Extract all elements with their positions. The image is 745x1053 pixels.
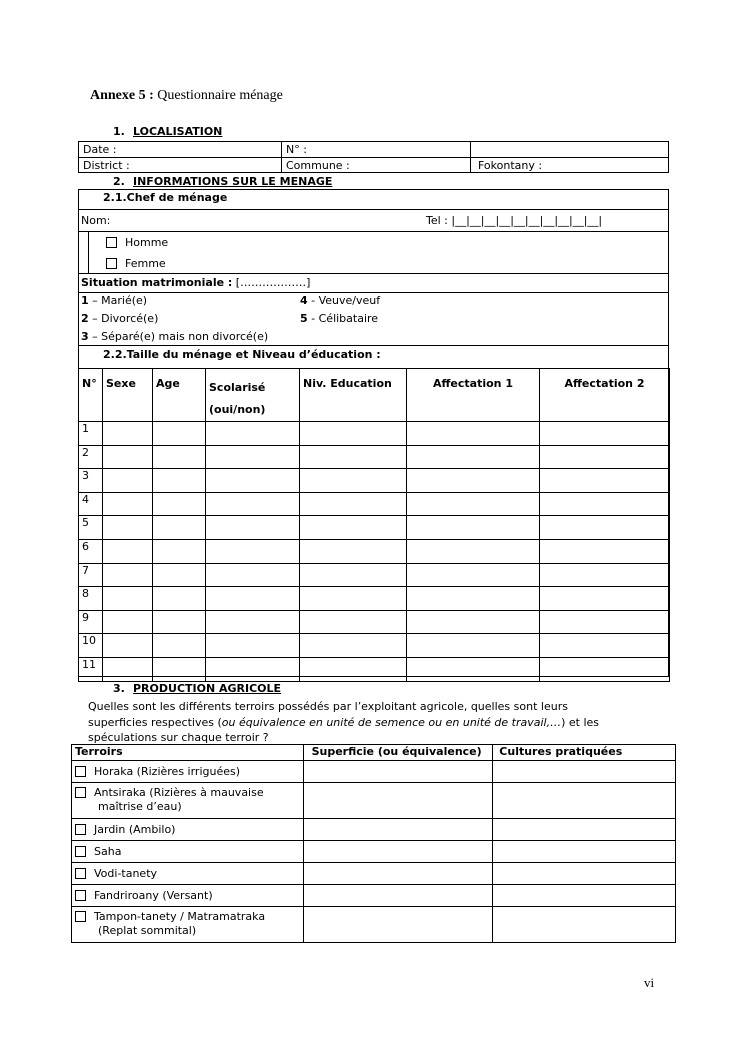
checkbox-icon[interactable] — [75, 868, 86, 879]
annex-prefix: Annexe 5 : — [90, 88, 154, 103]
table-row: 10 — [79, 634, 670, 658]
sub-heading-2-2: 2.2.Taille du ménage et Niveau d’éducation : — [103, 348, 381, 361]
table-row: 9 — [79, 610, 670, 634]
table-row: Jardin (Ambilo) — [72, 819, 676, 841]
sub-heading-2-1: 2.1.Chef de ménage — [103, 191, 228, 204]
col-crops: Cultures pratiquées — [493, 745, 676, 761]
table-row: 7 — [79, 563, 670, 587]
status-option-3: 3 – Séparé(e) mais non divorcé(e) — [81, 330, 269, 343]
checkbox-icon[interactable] — [75, 911, 86, 922]
annex-title — [90, 88, 283, 104]
col-assignment-1: Affectation 1 — [407, 369, 540, 422]
number-field[interactable]: N° : — [286, 143, 307, 156]
marital-status-row: Situation matrimoniale : [………………] — [81, 276, 311, 289]
table-row: 11 — [79, 657, 670, 681]
col-education: Niv. Education — [300, 369, 407, 422]
status-option-1: 1 – Marié(e) — [81, 294, 148, 307]
district-field[interactable]: District : — [83, 159, 130, 172]
col-area: Superficie (ou équivalence) — [303, 745, 493, 761]
checkbox-icon[interactable] — [75, 766, 86, 777]
section-3-heading: 3. PRODUCTION AGRICOLE — [113, 682, 282, 695]
table-row: Antsiraka (Rizières à mauvaise maîtrise d’eau) — [72, 783, 676, 819]
checkbox-icon[interactable] — [75, 787, 86, 798]
terroir-question: Quelles sont les différents terroirs possédés par l’exploitant agricole, quelles sont leurs superficies respectives (ou équivalence en unité de semence ou en unité de travail,…) et les spéculations sur chaque terroir ? — [88, 700, 600, 744]
section-2-heading: 2. INFORMATIONS SUR LE MENAGE — [113, 175, 333, 188]
table-row: 6 — [79, 539, 670, 563]
date-field[interactable]: Date : — [83, 143, 117, 156]
status-option-2: 2 – Divorcé(e) — [81, 312, 159, 325]
col-schooled: Scolarisé (oui/non) — [206, 369, 300, 422]
table-row: Tampon-tanety / Matramatraka (Replat sommital) — [72, 907, 676, 943]
table-row: 3 — [79, 469, 670, 493]
checkbox-icon[interactable] — [75, 824, 86, 835]
section-1-heading: 1. LOCALISATION — [113, 125, 223, 138]
household-members-table — [78, 368, 670, 682]
col-sex: Sexe — [103, 369, 153, 422]
table-row: 8 — [79, 587, 670, 611]
sex-male-option[interactable]: Homme — [106, 236, 168, 249]
table-header-row — [79, 369, 670, 422]
tel-field[interactable]: Tel : |__|__|__|__|__|__|__|__|__|__| — [426, 214, 603, 227]
col-assignment-2: Affectation 2 — [540, 369, 670, 422]
commune-field[interactable]: Commune : — [286, 159, 350, 172]
table-row: Saha — [72, 841, 676, 863]
checkbox-icon[interactable] — [106, 237, 117, 248]
annex-title-text: Questionnaire ménage — [157, 88, 283, 103]
table-row: 2 — [79, 445, 670, 469]
col-age: Age — [153, 369, 206, 422]
marital-status-blank[interactable]: [………………] — [235, 276, 311, 289]
table-row: Fandriroany (Versant) — [72, 885, 676, 907]
table-header-row — [72, 745, 676, 761]
table-row: 4 — [79, 492, 670, 516]
table-row: Vodi-tanety — [72, 863, 676, 885]
fokontany-field[interactable]: Fokontany : — [478, 159, 543, 172]
status-option-4: 4 - Veuve/veuf — [300, 294, 381, 307]
checkbox-icon[interactable] — [106, 258, 117, 269]
name-field[interactable]: Nom: — [81, 214, 111, 227]
terroirs-table — [71, 744, 676, 943]
col-number: N° — [79, 369, 103, 422]
page-number: vi — [644, 975, 655, 990]
col-terroirs: Terroirs — [72, 745, 304, 761]
checkbox-icon[interactable] — [75, 846, 86, 857]
table-row: 5 — [79, 516, 670, 540]
checkbox-icon[interactable] — [75, 890, 86, 901]
table-row: 1 — [79, 422, 670, 446]
table-row: Horaka (Rizières irriguées) — [72, 761, 676, 783]
status-option-5: 5 - Célibataire — [300, 312, 379, 325]
sex-female-option[interactable]: Femme — [106, 257, 166, 270]
